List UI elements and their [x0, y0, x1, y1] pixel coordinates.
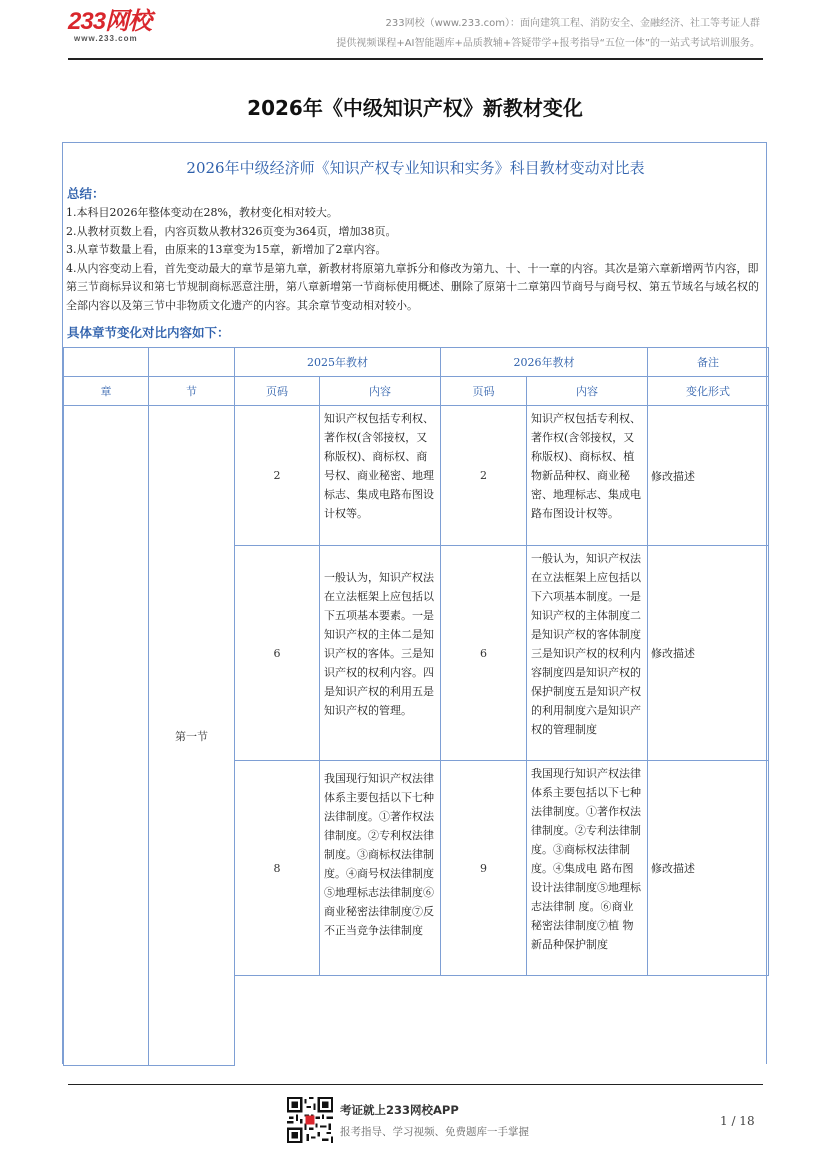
- col-section-header: 节: [149, 377, 235, 406]
- table-row: [64, 406, 769, 546]
- content-2025-cell: 知识产权包括专利权、著作权(含邻接权，又称版权)、商标权、商号权、商业秘密、地理标志、集成电路布图设计权等。: [320, 406, 441, 546]
- summary-list: [66, 204, 764, 315]
- page-number: 1 / 18: [720, 1114, 755, 1128]
- footer-app-title: 考证就上233网校APP: [340, 1103, 459, 1117]
- content-2025-cell: 我国现行知识产权法律体系主要包括以下七种法律制度。①著作权法律制度。②专利权法律制度。③商标权法律制度。④商号权法律制度⑤地理标志法律制度⑥商业秘密法律制度⑦反不正当竞争法律制度: [320, 761, 441, 976]
- table-title: 2026年中级经济师《知识产权专业知识和实务》科目教材变动对比表: [186, 159, 645, 177]
- col-content-2026-header: 内容: [527, 377, 648, 406]
- group-2026-header: 2026年教材: [441, 348, 648, 377]
- header-divider: [68, 58, 763, 60]
- logo-url: www.233.com: [74, 34, 138, 43]
- summary-item: 4.从内容变动上看，首先变动最大的章节是第九章，新教材将原第九章拆分和修改为第九、十、十一章的内容。其次是第六章新增两节内容，即第三节商标异议和第七节规制商标恶意注册，第八章新增第一节商标使用概述、删除了原第十二章第四节商号与商号权、第五节域名与域名权的全部内容以及第三节中非物质文化遗产的内容。其余章节变动相对较小。: [66, 261, 759, 312]
- content-2025-cell: 一般认为，知识产权法在立法框架上应包括以下五项基本要素。一是知识产权的主体二是知识产权的客体。三是知识产权的权利内容。四是知识产权的利用五是知识产权的管理。: [320, 546, 441, 761]
- group-2025-header: 2025年教材: [235, 348, 441, 377]
- col-chapter-header: 章: [64, 377, 149, 406]
- app-qr-code[interactable]: [287, 1097, 333, 1143]
- document-title: 2026年《中级知识产权》新教材变化: [247, 96, 583, 120]
- table-group-header-row: [64, 348, 769, 377]
- page-2026-cell: 2: [441, 406, 527, 546]
- tagline-line-1: 233网校（www.233.com）：面向建筑工程、消防安全、金融经济、社工等考证人群: [385, 18, 760, 29]
- content-2026-cell: 知识产权包括专利权、著作权(含邻接权，又称版权)、商标权、植物新品种权、商业秘密、地理标志、集成电路布图设计权等。: [527, 406, 648, 546]
- brand-logo[interactable]: [68, 10, 151, 43]
- change-cell: 修改描述: [648, 546, 769, 761]
- logo-text: 233网校: [68, 8, 152, 35]
- comparison-table: [63, 347, 769, 1066]
- page-2026-cell: 6: [441, 546, 527, 761]
- col-content-2025-header: 内容: [320, 377, 441, 406]
- summary-item: 2.从教材页数上看，内容页数从教材326页变为364页，增加38页。: [66, 224, 397, 238]
- summary-item: 3.从章节数量上看，由原来的13章变为15章，新增加了2章内容。: [66, 243, 387, 256]
- empty-header-cell: [64, 348, 149, 377]
- content-2026-cell: 一般认为，知识产权法在立法框架上应包括以下六项基本制度。一是知识产权的主体制度二是知识产权的客体制度三是知识产权的权利内容制度四是知识产权的保护制度五是知识产权的利用制度六是知识产权的管理制度: [527, 546, 648, 761]
- change-cell: 修改描述: [648, 406, 769, 546]
- summary-item: 1.本科目2026年整体变动在28%，教材变化相对较大。: [66, 206, 338, 219]
- page-2025-cell: 8: [235, 761, 320, 976]
- footer-app-subtitle: 报考指导、学习视频、免费题库一手掌握: [340, 1126, 529, 1138]
- chapter-cell: [64, 406, 149, 1066]
- page-header: [0, 0, 830, 60]
- page-2025-cell: 2: [235, 406, 320, 546]
- page-2026-cell: 9: [441, 761, 527, 976]
- section-cell: 第一节: [149, 406, 235, 1066]
- footer-divider: [68, 1084, 763, 1085]
- col-page-2026-header: 页码: [441, 377, 527, 406]
- group-note-header: 备注: [648, 348, 769, 377]
- empty-cell: [235, 976, 769, 1066]
- summary-heading: 总结：: [67, 186, 105, 201]
- empty-header-cell: [149, 348, 235, 377]
- header-tagline: [336, 14, 760, 54]
- detail-heading: 具体章节变化对比内容如下：: [67, 325, 230, 340]
- content-2026-cell: 我国现行知识产权法律体系主要包括以下七种法律制度。①著作权法律制度。②专利法律制度。③商标权法律制度。④集成电 路布图设计法律制度⑤地理标志法律制 度。⑥商业秘密法律制度⑦植 物新品种保护制度: [527, 761, 648, 976]
- table-column-header-row: [64, 377, 769, 406]
- change-cell: 修改描述: [648, 761, 769, 976]
- col-page-2025-header: 页码: [235, 377, 320, 406]
- page-2025-cell: 6: [235, 546, 320, 761]
- col-change-header: 变化形式: [648, 377, 769, 406]
- tagline-line-2: 提供视频课程+AI智能题库+品质教辅+答疑带学+报考指导“五位一体”的一站式考试培训服务。: [336, 38, 760, 49]
